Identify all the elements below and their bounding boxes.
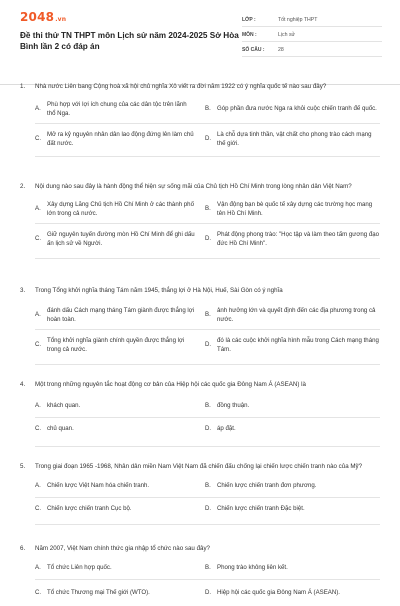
option-a[interactable] [35, 480, 195, 492]
option-letter: A. [35, 311, 41, 318]
question-text: Nội dung nào sau đây là hành động thể hiện sự sống mãi của Chủ tịch Hồ Chí Minh trong lòng nhân dân Việt Nam? [35, 183, 352, 190]
option-text: Góp phần đưa nước Nga ra khỏi cuộc chiến tranh đế quốc. [217, 105, 377, 112]
option-d[interactable] [205, 503, 380, 515]
option-letter: D. [205, 425, 212, 432]
option-text: ảnh hưởng lớn và quyết định đến các địa phương trong cả nước. [217, 306, 376, 323]
option-letter: A. [35, 564, 41, 571]
option-a[interactable] [35, 98, 195, 120]
option-letter: D. [205, 505, 212, 512]
question-text: Năm 2007, Việt Nam chính thức gia nhập tổ chức nào sau đây? [35, 545, 210, 552]
question-2 [20, 182, 380, 262]
question-number: 6. [20, 545, 26, 552]
option-letter: C. [35, 589, 42, 596]
question-divider [35, 258, 380, 259]
option-a[interactable] [35, 562, 195, 574]
option-letter: A. [35, 482, 41, 489]
meta-label: LỚP : [242, 17, 256, 23]
question-text: Một trong những nguyên tắc hoạt động cơ bản của Hiệp hội các quốc gia Đông Nam Á (ASEAN) là [35, 381, 306, 388]
question-1 [20, 82, 380, 160]
question-number: 3. [20, 287, 26, 294]
option-letter: C. [35, 505, 42, 512]
options [35, 478, 380, 534]
option-b[interactable] [205, 562, 380, 574]
question-stem [20, 380, 380, 390]
option-letter: B. [205, 402, 211, 409]
options [35, 302, 380, 366]
question-text: Trong giai đoạn 1965 -1968, Nhân dân miền Nam Việt Nam đã chiến đấu chống lại chiến lược chiến tranh nào của Mỹ? [35, 463, 363, 470]
meta-row-subject [242, 29, 382, 42]
option-text: Chiến lược chiến tranh Đặc biệt. [217, 505, 305, 512]
option-letter: D. [205, 235, 212, 242]
option-text: Tổng khởi nghĩa giành chính quyền được thắng lợi trong cả nước. [47, 336, 185, 353]
option-letter: C. [35, 235, 42, 242]
option-text: Vận động bạn bè quốc tế xây dựng các trường học mang tên Hồ Chí Minh. [217, 200, 373, 217]
option-text: đó là các cuộc khởi nghĩa hình mẫu trong Cách mạng tháng Tám. [217, 336, 379, 353]
option-text: Chiến lược chiến tranh đơn phương. [217, 482, 317, 489]
option-text: Hiệp hội các quốc gia Đông Nam Á (ASEAN). [217, 589, 340, 596]
option-c[interactable] [35, 128, 195, 150]
option-text: Chiến lược Việt Nam hóa chiến tranh. [47, 482, 150, 489]
option-letter: A. [35, 402, 41, 409]
option-text: Là chỗ dựa tinh thần, vật chất cho phong trào cách mạng thế giới. [217, 130, 372, 147]
option-divider [35, 329, 380, 330]
option-letter: D. [205, 341, 212, 348]
option-b[interactable] [205, 98, 380, 120]
site-logo[interactable] [20, 10, 240, 27]
question-number: 1. [20, 83, 26, 90]
question-4 [20, 380, 380, 454]
question-number: 2. [20, 183, 26, 190]
question-divider [35, 156, 380, 157]
meta-label: SỐ CÂU : [242, 47, 265, 53]
option-text: Chiến lược chiến tranh Cục bộ. [47, 505, 132, 512]
options [35, 560, 380, 606]
options [35, 396, 380, 454]
question-stem [20, 462, 380, 472]
option-c[interactable] [35, 503, 195, 515]
question-number: 4. [20, 381, 26, 388]
option-b[interactable] [205, 304, 380, 326]
question-6 [20, 544, 380, 606]
option-text: khách quan. [47, 402, 81, 409]
option-c[interactable] [35, 334, 195, 356]
option-text: Tổ chức Thương mại Thế giới (WTO). [47, 589, 150, 596]
meta-value: Tốt nghiệp THPT [278, 17, 318, 23]
option-d[interactable] [205, 584, 380, 602]
question-stem [20, 286, 380, 296]
meta-value: 28 [278, 47, 284, 53]
option-letter: A. [35, 205, 41, 212]
logo-sub: .vn [55, 16, 67, 23]
option-text: áp đặt. [217, 425, 236, 432]
option-c[interactable] [35, 228, 195, 250]
options [35, 198, 380, 262]
option-b[interactable] [205, 480, 380, 492]
option-text: đồng thuận. [217, 402, 250, 409]
option-letter: B. [205, 105, 211, 112]
option-a[interactable] [35, 198, 195, 220]
option-divider [35, 497, 380, 498]
question-5 [20, 462, 380, 534]
meta-label: MÔN : [242, 32, 257, 38]
question-divider [35, 364, 380, 365]
option-d[interactable] [205, 128, 380, 150]
exam-meta [242, 14, 382, 59]
option-text: Phát động phong trào: "Học tập và làm theo tấm gương đạo đức Hồ Chí Minh". [217, 230, 380, 247]
option-letter: C. [35, 341, 42, 348]
option-letter: B. [205, 482, 211, 489]
question-divider [35, 524, 380, 525]
option-b[interactable] [205, 198, 380, 220]
option-a[interactable] [35, 304, 195, 326]
option-letter: D. [205, 135, 212, 142]
question-3 [20, 286, 380, 366]
option-letter: C. [35, 135, 42, 142]
question-number: 5. [20, 463, 26, 470]
logo-main: 2048 [20, 10, 55, 24]
option-letter: B. [205, 564, 211, 571]
exam-title: Đề thi thử TN THPT môn Lịch sử năm 2024-2025 Sở Hòa Bình lần 2 có đáp án [20, 31, 239, 51]
option-b[interactable] [205, 400, 380, 412]
option-letter: B. [205, 311, 211, 318]
option-d[interactable] [205, 228, 380, 250]
question-text: Nhà nước Liên bang Cộng hoà xã hội chủ nghĩa Xô viết ra đời năm 1922 có ý nghĩa quốc tế nào sau đây? [35, 83, 327, 90]
meta-row-class [242, 14, 382, 27]
option-text: chủ quan. [47, 425, 74, 432]
options [35, 98, 380, 160]
option-letter: B. [205, 205, 211, 212]
option-text: Phong trào không liên kết. [217, 564, 288, 571]
option-letter: C. [35, 425, 42, 432]
question-divider [35, 446, 380, 447]
option-d[interactable] [205, 423, 380, 435]
option-text: đánh dấu Cách mạng tháng Tám giành được thắng lợi hoàn toàn. [47, 306, 195, 323]
option-divider [35, 223, 380, 224]
option-letter: D. [205, 589, 212, 596]
question-stem [20, 182, 380, 192]
option-a[interactable] [35, 400, 195, 412]
option-divider [35, 579, 380, 580]
question-text: Trong Tổng khởi nghĩa tháng Tám năm 1945, thắng lợi ở Hà Nội, Huế, Sài Gòn có ý nghĩa [35, 287, 283, 294]
option-text: Mở ra kỷ nguyên nhân dân lao động đứng lên làm chủ đất nước. [47, 130, 194, 147]
option-text: Giữ nguyên tuyến đường mòn Hồ Chí Minh để ghi dấu ấn lịch sử về Người. [47, 230, 195, 247]
option-divider [35, 123, 380, 124]
option-letter: A. [35, 105, 41, 112]
option-text: Tổ chức Liên hợp quốc. [47, 564, 112, 571]
meta-value: Lịch sử [278, 32, 296, 38]
option-divider [35, 417, 380, 418]
question-stem [20, 82, 380, 92]
option-c[interactable] [35, 423, 195, 435]
option-text: Xây dựng Lăng Chủ tịch Hồ Chí Minh ở các thành phố lớn trong cả nước. [47, 200, 194, 217]
meta-row-count [242, 44, 382, 57]
option-d[interactable] [205, 334, 380, 356]
question-stem [20, 544, 380, 554]
header-left [20, 10, 240, 52]
exam-header [20, 10, 382, 70]
option-text: Phù hợp với lợi ích chung của các dân tộc trên lãnh thổ Nga. [47, 100, 187, 117]
option-c[interactable] [35, 584, 195, 602]
